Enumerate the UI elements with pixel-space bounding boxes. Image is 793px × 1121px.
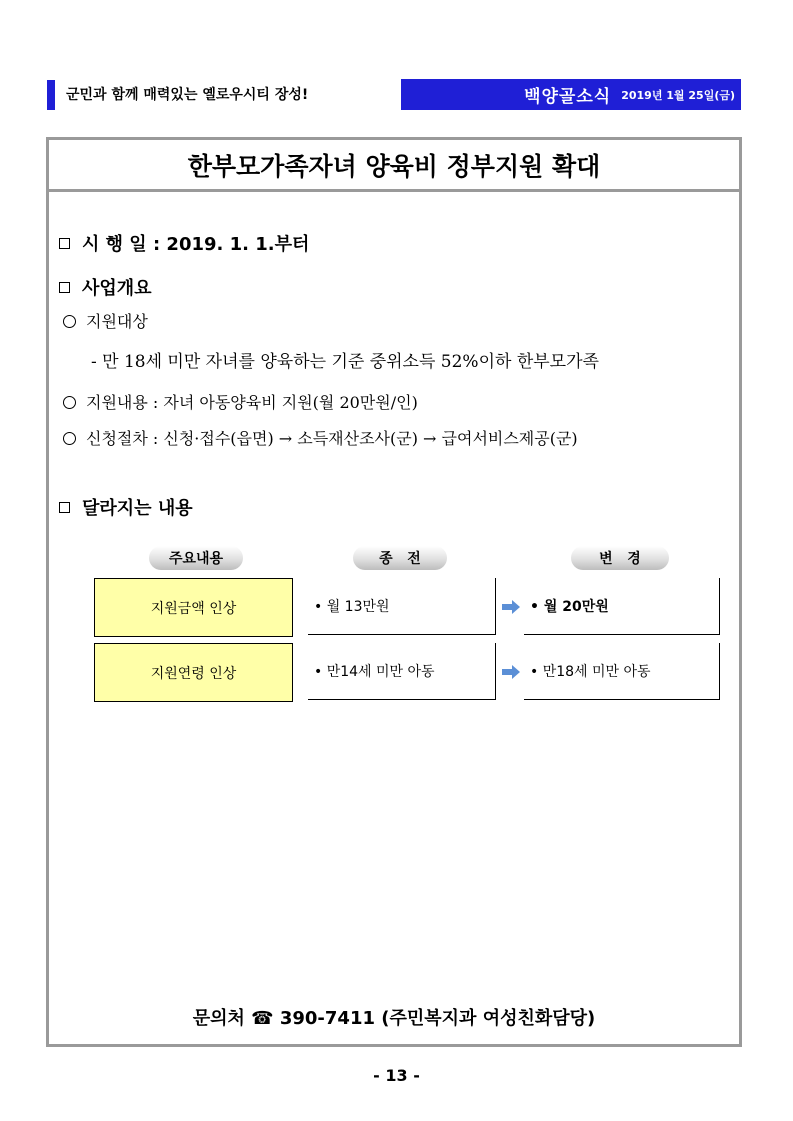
circle-bullet-icon bbox=[63, 315, 76, 328]
article-title: 한부모가족자녀 양육비 정부지원 확대 bbox=[49, 140, 739, 192]
overview-support: 지원내용 : 자녀 아동양육비 지원(월 20만원/인) bbox=[63, 390, 418, 413]
publication-date: 2019년 1월 25일(금) bbox=[621, 88, 735, 102]
square-bullet-icon bbox=[59, 282, 70, 293]
header-slogan: 군민과 함께 매력있는 옐로우시티 장성! bbox=[66, 87, 309, 103]
change-after: • 만18세 미만 아동 bbox=[524, 643, 720, 700]
effective-date-text: 시 행 일 : 2019. 1. 1.부터 bbox=[82, 234, 310, 255]
change-before: • 만14세 미만 아동 bbox=[308, 643, 496, 700]
change-after: • 월 20만원 bbox=[524, 578, 720, 635]
article-frame bbox=[46, 137, 742, 1047]
overview-target-label: 지원대상 bbox=[63, 309, 148, 332]
column-header-after: 변 경 bbox=[571, 546, 669, 570]
change-item: 지원연령 인상 bbox=[94, 643, 293, 702]
square-bullet-icon bbox=[59, 238, 70, 249]
publication-name: 백양골소식 bbox=[524, 87, 612, 107]
overview-heading: 사업개요 bbox=[82, 278, 152, 299]
section-overview bbox=[59, 274, 152, 300]
header-publication-box bbox=[401, 79, 741, 110]
page-number: - 13 - bbox=[373, 1066, 420, 1085]
circle-bullet-icon bbox=[63, 432, 76, 445]
header-accent-bar bbox=[47, 80, 55, 110]
section-effective bbox=[59, 230, 309, 256]
column-header-main: 주요내용 bbox=[149, 546, 243, 570]
change-before: • 월 13만원 bbox=[308, 578, 496, 635]
contact-line: 문의처 ☎ 390-7411 (주민복지과 여성친화담당) bbox=[192, 1008, 596, 1029]
change-item: 지원금액 인상 bbox=[94, 578, 293, 637]
section-changes bbox=[59, 494, 193, 520]
overview-target-detail: - 만 18세 미만 자녀를 양육하는 기준 중위소득 52%이하 한부모가족 bbox=[91, 352, 599, 372]
changes-heading: 달라지는 내용 bbox=[82, 498, 193, 519]
overview-procedure: 신청절차 : 신청·접수(읍면) → 소득재산조사(군) → 급여서비스제공(군) bbox=[63, 426, 578, 449]
circle-bullet-icon bbox=[63, 396, 76, 409]
column-header-before: 종 전 bbox=[353, 546, 447, 570]
arrow-right-icon bbox=[502, 600, 520, 614]
arrow-right-icon bbox=[502, 665, 520, 679]
square-bullet-icon bbox=[59, 502, 70, 513]
